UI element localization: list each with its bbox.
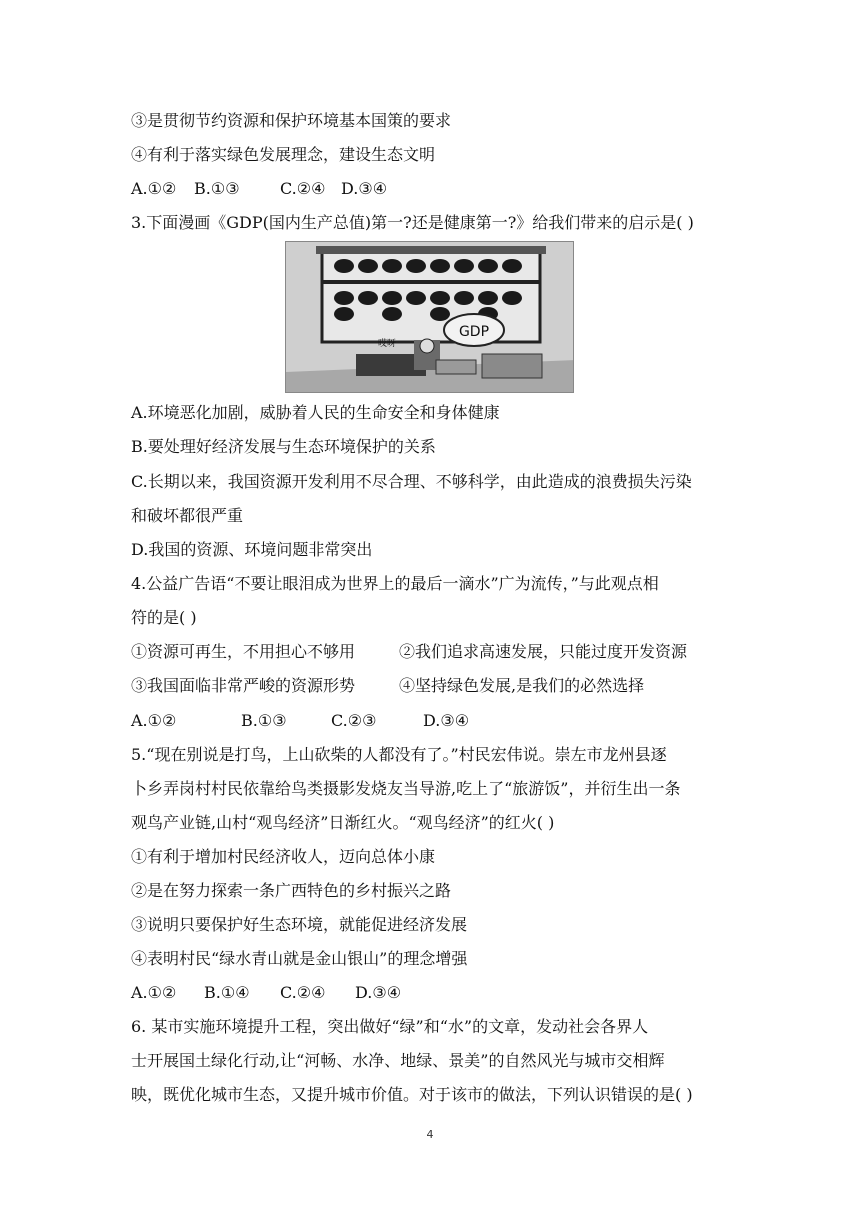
option-c: C.②③ [331, 711, 377, 730]
q4-options [131, 710, 469, 732]
option-a: A.①② [131, 711, 177, 730]
option-b: B.①③ [241, 711, 287, 730]
gdp-bubble-label: GDP [458, 324, 490, 340]
option-a: A.①② [131, 179, 177, 198]
option-d: D.③④ [355, 983, 402, 1002]
option-d: D.③④ [423, 711, 470, 730]
question-4-line2: 符的是( ) [131, 608, 197, 627]
q5-statement-2: ②是在努力探索一条广西特色的乡村振兴之路 [131, 881, 452, 900]
option-3d: D.我国的资源、环境问题非常突出 [131, 540, 373, 559]
option-a: A.①② [131, 983, 177, 1002]
q5-statement-4: ④表明村民“绿水青山就是金山银山”的理念增强 [131, 949, 468, 968]
q4-statements-row1 [131, 641, 687, 663]
question-5-line2: 卜乡弄岗村村民依靠给鸟类摄影发烧友当导游,吃上了“旅游饭”，并衍生出一条 [131, 779, 681, 798]
option-b: B.①④ [204, 983, 250, 1002]
question-6-line1: 6. 某市实施环境提升工程，突出做好“绿”和“水”的文章，发动社会各界人 [131, 1017, 649, 1036]
question-6-line3: 映，既优化城市生态，又提升城市价值。对于该市的做法，下列认识错误的是( ) [131, 1085, 693, 1104]
q5-statement-3: ③说明只要保护好生态环境，就能促进经济发展 [131, 915, 468, 934]
option-3c-line1: C.长期以来，我国资源开发利用不尽合理、不够科学，由此造成的浪费损失污染 [131, 472, 692, 491]
option-b: B.①③ [194, 179, 240, 198]
question-3: 3.下面漫画《GDP(国内生产总值)第一?还是健康第一?》给我们带来的启示是( ) [131, 213, 694, 232]
statement-2: ②我们追求高速发展，只能过度开发资源 [399, 642, 688, 661]
option-3b: B.要处理好经济发展与生态环境保护的关系 [131, 437, 436, 456]
statement-3: ③我国面临非常严峻的资源形势 [131, 676, 356, 695]
q5-options [131, 982, 401, 1004]
option-3a: A.环境恶化加剧，威胁着人民的生命安全和身体健康 [131, 403, 500, 422]
cartoon-sign: 哎呀 [378, 339, 397, 349]
q5-statement-1: ①有利于增加村民经济收人，迈向总体小康 [131, 847, 436, 866]
statement-1: ①资源可再生，不用担心不够用 [131, 642, 356, 661]
option-c: C.②④ [280, 983, 326, 1002]
option-d: D.③④ [341, 179, 388, 198]
option-3c-line2: 和破坏都很严重 [131, 506, 244, 525]
statement-3: ③是贯彻节约资源和保护环境基本国策的要求 [131, 111, 452, 130]
gdp-cartoon-image [285, 241, 574, 393]
question-5-line1: 5.“现在别说是打鸟，上山砍柴的人都没有了。”村民宏伟说。崇左市龙州县逐 [131, 745, 667, 764]
question-5-line3: 观鸟产业链,山村“观鸟经济”日渐红火。“观鸟经济”的红火( ) [131, 813, 555, 832]
question-4-line1: 4.公益广告语“不要让眼泪成为世界上的最后一滴水”广为流传，”与此观点相 [131, 574, 659, 593]
statement-4: ④有利于落实绿色发展理念，建设生态文明 [131, 145, 436, 164]
statement-4: ④坚持绿色发展,是我们的必然选择 [399, 676, 645, 695]
question-6-line2: 士开展国土绿化行动,让“河畅、水净、地绿、景美”的自然风光与城市交相辉 [131, 1051, 665, 1070]
abacus-illustration [286, 242, 574, 393]
page-number: 4 [426, 1128, 434, 1141]
option-c: C.②④ [280, 179, 326, 198]
q2-options [131, 178, 387, 200]
q4-statements-row2 [131, 675, 644, 697]
